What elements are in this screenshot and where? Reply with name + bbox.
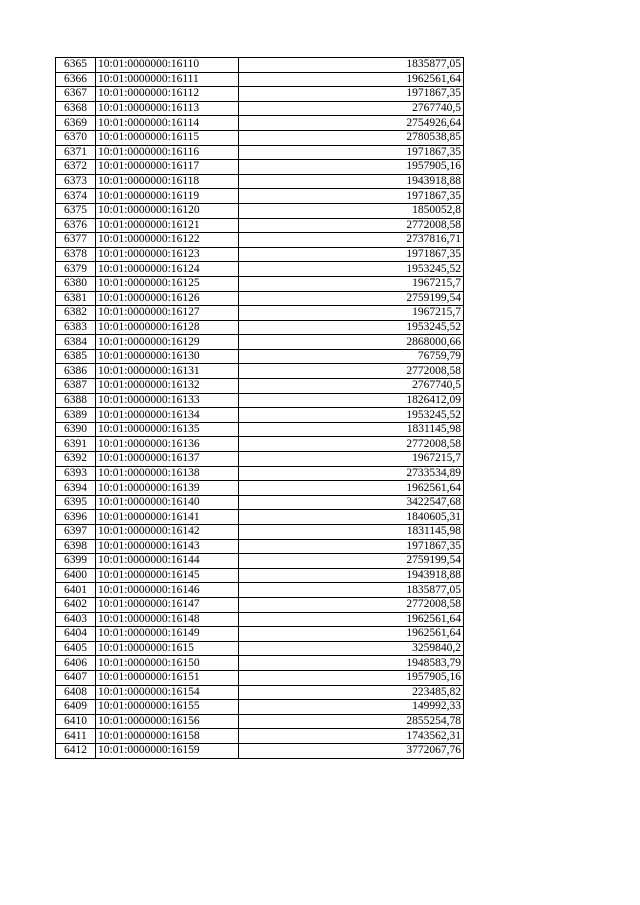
- row-number-cell: 6390: [56, 422, 96, 437]
- row-number-cell: 6407: [56, 670, 96, 685]
- value-cell: 2855254,78: [239, 714, 464, 729]
- value-cell: 1953245,52: [239, 408, 464, 423]
- cadastral-number-cell: 10:01:0000000:16131: [96, 364, 239, 379]
- row-number-cell: 6372: [56, 160, 96, 175]
- cadastral-number-cell: 10:01:0000000:16126: [96, 291, 239, 306]
- table-row: [56, 335, 464, 350]
- table-row: [56, 452, 464, 467]
- cadastral-number-cell: 10:01:0000000:16154: [96, 685, 239, 700]
- cadastral-number-cell: 10:01:0000000:16123: [96, 247, 239, 262]
- value-cell: 2737816,71: [239, 233, 464, 248]
- value-cell: 1835877,05: [239, 58, 464, 73]
- table-row: [56, 101, 464, 116]
- value-cell: 1962561,64: [239, 627, 464, 642]
- cadastral-number-cell: 10:01:0000000:16115: [96, 130, 239, 145]
- cadastral-number-cell: 10:01:0000000:16158: [96, 729, 239, 744]
- value-cell: 1850052,8: [239, 203, 464, 218]
- cadastral-number-cell: 10:01:0000000:16132: [96, 379, 239, 394]
- row-number-cell: 6400: [56, 568, 96, 583]
- cadastral-number-cell: 10:01:0000000:16125: [96, 276, 239, 291]
- row-number-cell: 6396: [56, 510, 96, 525]
- row-number-cell: 6375: [56, 203, 96, 218]
- row-number-cell: 6391: [56, 437, 96, 452]
- row-number-cell: 6380: [56, 276, 96, 291]
- table-row: [56, 291, 464, 306]
- row-number-cell: 6397: [56, 525, 96, 540]
- row-number-cell: 6392: [56, 452, 96, 467]
- value-cell: 1962561,64: [239, 481, 464, 496]
- table-row: [56, 379, 464, 394]
- cadastral-number-cell: 10:01:0000000:16137: [96, 452, 239, 467]
- value-cell: 223485,82: [239, 685, 464, 700]
- cadastral-number-cell: 10:01:0000000:16136: [96, 437, 239, 452]
- value-cell: 2759199,54: [239, 554, 464, 569]
- cadastral-number-cell: 10:01:0000000:16114: [96, 116, 239, 131]
- table-row: [56, 743, 464, 758]
- value-cell: 1962561,64: [239, 612, 464, 627]
- cadastral-number-cell: 10:01:0000000:16135: [96, 422, 239, 437]
- cadastral-number-cell: 10:01:0000000:16117: [96, 160, 239, 175]
- table-row: [56, 160, 464, 175]
- row-number-cell: 6365: [56, 58, 96, 73]
- table-row: [56, 554, 464, 569]
- cadastral-number-cell: 10:01:0000000:16118: [96, 174, 239, 189]
- cadastral-number-cell: 10:01:0000000:16151: [96, 670, 239, 685]
- value-cell: 1967215,7: [239, 276, 464, 291]
- cadastral-number-cell: 10:01:0000000:16140: [96, 495, 239, 510]
- cadastral-number-cell: 10:01:0000000:1615: [96, 641, 239, 656]
- value-cell: 1943918,88: [239, 174, 464, 189]
- table-row: [56, 320, 464, 335]
- table-row: [56, 349, 464, 364]
- table-row: [56, 583, 464, 598]
- table-row: [56, 145, 464, 160]
- value-cell: 1971867,35: [239, 247, 464, 262]
- cadastral-number-cell: 10:01:0000000:16113: [96, 101, 239, 116]
- row-number-cell: 6385: [56, 349, 96, 364]
- row-number-cell: 6395: [56, 495, 96, 510]
- row-number-cell: 6371: [56, 145, 96, 160]
- row-number-cell: 6379: [56, 262, 96, 277]
- cadastral-number-cell: 10:01:0000000:16147: [96, 597, 239, 612]
- table-body: [56, 58, 464, 759]
- value-cell: 1967215,7: [239, 306, 464, 321]
- row-number-cell: 6369: [56, 116, 96, 131]
- value-cell: 1953245,52: [239, 262, 464, 277]
- cadastral-number-cell: 10:01:0000000:16150: [96, 656, 239, 671]
- cadastral-number-cell: 10:01:0000000:16133: [96, 393, 239, 408]
- row-number-cell: 6378: [56, 247, 96, 262]
- table-row: [56, 276, 464, 291]
- row-number-cell: 6412: [56, 743, 96, 758]
- value-cell: 1957905,16: [239, 670, 464, 685]
- table-row: [56, 306, 464, 321]
- row-number-cell: 6383: [56, 320, 96, 335]
- cadastral-number-cell: 10:01:0000000:16148: [96, 612, 239, 627]
- table-row: [56, 641, 464, 656]
- table-row: [56, 174, 464, 189]
- cadastral-number-cell: 10:01:0000000:16145: [96, 568, 239, 583]
- value-cell: 1831145,98: [239, 525, 464, 540]
- value-cell: 3772067,76: [239, 743, 464, 758]
- table-row: [56, 539, 464, 554]
- cadastral-number-cell: 10:01:0000000:16143: [96, 539, 239, 554]
- table-row: [56, 612, 464, 627]
- table-row: [56, 656, 464, 671]
- value-cell: 1943918,88: [239, 568, 464, 583]
- value-cell: 149992,33: [239, 700, 464, 715]
- cadastral-number-cell: 10:01:0000000:16155: [96, 700, 239, 715]
- value-cell: 2754926,64: [239, 116, 464, 131]
- cadastral-number-cell: 10:01:0000000:16128: [96, 320, 239, 335]
- value-cell: 3422547,68: [239, 495, 464, 510]
- cadastral-number-cell: 10:01:0000000:16129: [96, 335, 239, 350]
- value-cell: 1826412,09: [239, 393, 464, 408]
- table-row: [56, 685, 464, 700]
- row-number-cell: 6406: [56, 656, 96, 671]
- table-row: [56, 247, 464, 262]
- table-row: [56, 466, 464, 481]
- cadastral-number-cell: 10:01:0000000:16130: [96, 349, 239, 364]
- cadastral-number-cell: 10:01:0000000:16120: [96, 203, 239, 218]
- table-row: [56, 627, 464, 642]
- value-cell: 76759,79: [239, 349, 464, 364]
- cadastral-number-cell: 10:01:0000000:16142: [96, 525, 239, 540]
- row-number-cell: 6408: [56, 685, 96, 700]
- table-row: [56, 597, 464, 612]
- table-row: [56, 393, 464, 408]
- row-number-cell: 6393: [56, 466, 96, 481]
- value-cell: 2767740,5: [239, 379, 464, 394]
- value-cell: 1743562,31: [239, 729, 464, 744]
- value-cell: 1971867,35: [239, 145, 464, 160]
- cadastral-number-cell: 10:01:0000000:16121: [96, 218, 239, 233]
- row-number-cell: 6405: [56, 641, 96, 656]
- row-number-cell: 6403: [56, 612, 96, 627]
- cadastral-number-cell: 10:01:0000000:16138: [96, 466, 239, 481]
- table-row: [56, 510, 464, 525]
- value-cell: 1962561,64: [239, 72, 464, 87]
- cadastral-number-cell: 10:01:0000000:16112: [96, 87, 239, 102]
- value-cell: 2868000,66: [239, 335, 464, 350]
- cadastral-number-cell: 10:01:0000000:16156: [96, 714, 239, 729]
- row-number-cell: 6366: [56, 72, 96, 87]
- table-row: [56, 408, 464, 423]
- row-number-cell: 6388: [56, 393, 96, 408]
- table-row: [56, 262, 464, 277]
- cadastral-number-cell: 10:01:0000000:16159: [96, 743, 239, 758]
- table-row: [56, 495, 464, 510]
- value-cell: 2733534,89: [239, 466, 464, 481]
- cadastral-number-cell: 10:01:0000000:16122: [96, 233, 239, 248]
- row-number-cell: 6381: [56, 291, 96, 306]
- table-row: [56, 116, 464, 131]
- row-number-cell: 6394: [56, 481, 96, 496]
- cadastral-number-cell: 10:01:0000000:16111: [96, 72, 239, 87]
- row-number-cell: 6398: [56, 539, 96, 554]
- row-number-cell: 6367: [56, 87, 96, 102]
- cadastral-number-cell: 10:01:0000000:16119: [96, 189, 239, 204]
- value-cell: 1835877,05: [239, 583, 464, 598]
- cadastral-value-table: [55, 57, 464, 759]
- value-cell: 2772008,58: [239, 218, 464, 233]
- table-row: [56, 87, 464, 102]
- row-number-cell: 6399: [56, 554, 96, 569]
- table-row: [56, 218, 464, 233]
- table-row: [56, 670, 464, 685]
- cadastral-number-cell: 10:01:0000000:16139: [96, 481, 239, 496]
- table-row: [56, 481, 464, 496]
- cadastral-number-cell: 10:01:0000000:16134: [96, 408, 239, 423]
- row-number-cell: 6387: [56, 379, 96, 394]
- table-row: [56, 525, 464, 540]
- row-number-cell: 6411: [56, 729, 96, 744]
- table-row: [56, 437, 464, 452]
- table-row: [56, 568, 464, 583]
- cadastral-number-cell: 10:01:0000000:16141: [96, 510, 239, 525]
- table-row: [56, 729, 464, 744]
- value-cell: 1971867,35: [239, 539, 464, 554]
- table-row: [56, 203, 464, 218]
- table-row: [56, 422, 464, 437]
- value-cell: 2767740,5: [239, 101, 464, 116]
- row-number-cell: 6373: [56, 174, 96, 189]
- table-row: [56, 130, 464, 145]
- value-cell: 2772008,58: [239, 364, 464, 379]
- cadastral-number-cell: 10:01:0000000:16116: [96, 145, 239, 160]
- row-number-cell: 6368: [56, 101, 96, 116]
- table-row: [56, 233, 464, 248]
- row-number-cell: 6409: [56, 700, 96, 715]
- value-cell: 2759199,54: [239, 291, 464, 306]
- row-number-cell: 6389: [56, 408, 96, 423]
- row-number-cell: 6386: [56, 364, 96, 379]
- cadastral-number-cell: 10:01:0000000:16127: [96, 306, 239, 321]
- value-cell: 2780538,85: [239, 130, 464, 145]
- row-number-cell: 6384: [56, 335, 96, 350]
- row-number-cell: 6374: [56, 189, 96, 204]
- value-cell: 1831145,98: [239, 422, 464, 437]
- cadastral-number-cell: 10:01:0000000:16124: [96, 262, 239, 277]
- cadastral-number-cell: 10:01:0000000:16146: [96, 583, 239, 598]
- value-cell: 1971867,35: [239, 87, 464, 102]
- value-cell: 1971867,35: [239, 189, 464, 204]
- value-cell: 1948583,79: [239, 656, 464, 671]
- table-row: [56, 189, 464, 204]
- value-cell: 2772008,58: [239, 597, 464, 612]
- table-row: [56, 364, 464, 379]
- table-row: [56, 700, 464, 715]
- row-number-cell: 6401: [56, 583, 96, 598]
- value-cell: 1967215,7: [239, 452, 464, 467]
- value-cell: 3259840,2: [239, 641, 464, 656]
- row-number-cell: 6382: [56, 306, 96, 321]
- table-row: [56, 72, 464, 87]
- row-number-cell: 6376: [56, 218, 96, 233]
- cadastral-number-cell: 10:01:0000000:16144: [96, 554, 239, 569]
- table-row: [56, 58, 464, 73]
- table-row: [56, 714, 464, 729]
- value-cell: 1953245,52: [239, 320, 464, 335]
- cadastral-number-cell: 10:01:0000000:16149: [96, 627, 239, 642]
- cadastral-number-cell: 10:01:0000000:16110: [96, 58, 239, 73]
- row-number-cell: 6410: [56, 714, 96, 729]
- row-number-cell: 6402: [56, 597, 96, 612]
- value-cell: 1840605,31: [239, 510, 464, 525]
- value-cell: 1957905,16: [239, 160, 464, 175]
- row-number-cell: 6370: [56, 130, 96, 145]
- row-number-cell: 6377: [56, 233, 96, 248]
- row-number-cell: 6404: [56, 627, 96, 642]
- value-cell: 2772008,58: [239, 437, 464, 452]
